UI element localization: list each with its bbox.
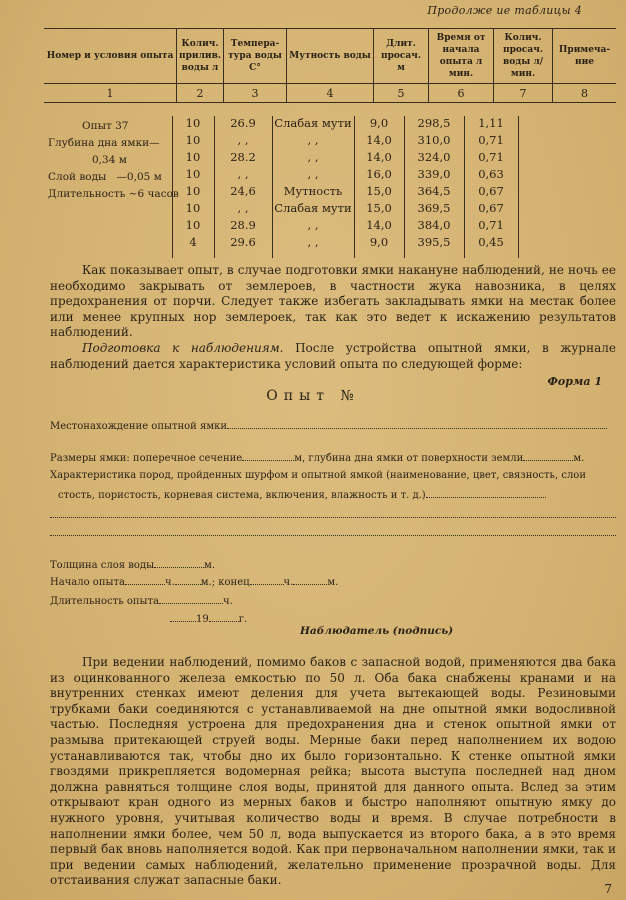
cell-temp: , , <box>237 133 249 147</box>
blank-line <box>50 534 616 536</box>
col-number: 4 <box>287 84 374 103</box>
table-continued-caption: Продолже ие таблицы 4 <box>427 4 582 17</box>
col-number: 8 <box>553 84 617 103</box>
cell-turbidity: Слабая мути <box>274 116 352 130</box>
cell-time: 298,5 <box>417 116 451 130</box>
field-label: Толщина слоя воды <box>50 560 155 571</box>
condition-label: Длительность ~6 часов <box>48 188 179 200</box>
header-turbidity: Мутность воды <box>287 29 374 84</box>
table-row <box>44 150 616 166</box>
page-number: 7 <box>604 882 612 896</box>
cell-water: 10 <box>185 150 201 164</box>
col-number: 7 <box>494 84 553 103</box>
cell-rate: 0,45 <box>478 235 504 249</box>
field-characteristics-cont <box>58 488 546 501</box>
header-experiment: Номер и условия опыта <box>44 29 177 84</box>
paragraph-text: После устройства опытной ямки, в журнале наблюдений дается характеристика условий опыта по следующей форме: <box>50 340 616 371</box>
cell-rate: 0,67 <box>478 201 504 215</box>
section-title: Подготовка к наблюдениям. <box>82 340 284 355</box>
field-label: Начало опыта <box>50 577 125 588</box>
table-row <box>44 218 616 234</box>
cell-water: 10 <box>185 184 201 198</box>
cell-time: 324,0 <box>417 150 451 164</box>
cell-water: 10 <box>185 116 201 130</box>
cell-time: 395,5 <box>417 235 451 249</box>
cell-turbidity: , , <box>307 167 319 181</box>
cell-duration: 14,0 <box>366 218 392 232</box>
field-label: Длительность опыта <box>50 596 159 607</box>
header-water-temp: Темпера-тура воды C° <box>224 29 287 84</box>
field-duration <box>50 594 233 607</box>
cell-duration: 15,0 <box>366 201 392 215</box>
cell-rate: 0,71 <box>478 150 504 164</box>
column-number-row <box>44 84 616 103</box>
cell-time: 369,5 <box>417 201 451 215</box>
cell-rate: 0,63 <box>478 167 504 181</box>
cell-turbidity: Слабая мути <box>274 201 352 215</box>
paragraph-preparation <box>50 341 616 372</box>
field-label: Местонахождение опытной ямки <box>50 421 228 432</box>
blank-line <box>50 516 616 518</box>
field-layer <box>50 558 215 571</box>
field-start <box>50 575 338 588</box>
cell-temp: 26.9 <box>230 116 256 130</box>
cell-time: 364,5 <box>417 184 451 198</box>
cell-turbidity: , , <box>307 133 319 147</box>
table-row <box>44 116 616 132</box>
cell-temp: 28.2 <box>230 150 256 164</box>
cell-duration: 9,0 <box>369 235 389 249</box>
cell-time: 310,0 <box>417 133 451 147</box>
cell-water: 10 <box>185 201 201 215</box>
field-characteristics: Характеристика пород, пройденных шурфом и опытной ямкой (наименование, цвет, связность, слои <box>50 470 586 481</box>
cell-water: 4 <box>189 235 197 249</box>
col-number: 6 <box>429 84 494 103</box>
paragraph-text: Как показывает опыт, в случае подготовки ямки накануне наблюдений, не ночь ее необходимо закрывать от землероев, в частности жука навозника, в целях предохранения от порчи. Следует также избегать закладывать ямки на местак более или менее крупных нор землероек, так как это ведет к искажению результатов наблюдений. <box>50 263 616 340</box>
cell-turbidity: , , <box>307 218 319 232</box>
cell-duration: 15,0 <box>366 184 392 198</box>
table-row <box>44 201 616 217</box>
field-label: ч. <box>283 577 294 588</box>
field-label: м. <box>573 453 585 464</box>
cell-temp: 24,6 <box>230 184 256 198</box>
col-number: 2 <box>177 84 224 103</box>
cell-water: 10 <box>185 218 201 232</box>
col-number: 1 <box>44 84 177 103</box>
paragraph-intro <box>50 263 616 372</box>
table-header-row <box>44 29 616 84</box>
form-title: Опыт № <box>266 388 360 404</box>
cell-time: 339,0 <box>417 167 451 181</box>
cell-time: 384,0 <box>417 218 451 232</box>
observer-signature-label: Наблюдатель (подпись) <box>300 625 454 637</box>
header-water-amount: Колич. прилив. воды л <box>177 29 224 84</box>
field-location <box>50 419 607 432</box>
condition-label: Опыт 37 <box>82 120 129 132</box>
condition-label: Глубина дна ямки— <box>48 137 160 149</box>
cell-rate: 0,67 <box>478 184 504 198</box>
cell-rate: 1,11 <box>478 116 504 130</box>
field-label: ч. <box>222 596 233 607</box>
table-row <box>44 133 616 149</box>
field-label: м, глубина дна ямки от поверхности земли <box>294 453 524 464</box>
field-label: м. <box>327 577 339 588</box>
col-number: 5 <box>374 84 429 103</box>
header-notes: Примеча-ние <box>553 29 617 84</box>
cell-duration: 9,0 <box>369 116 389 130</box>
field-label: стость, пористость, корневая система, включения, влажность и т. д.) <box>58 490 426 501</box>
table-row <box>44 167 616 183</box>
cell-rate: 0,71 <box>478 218 504 232</box>
field-label: м. <box>204 560 216 571</box>
col-number: 3 <box>224 84 287 103</box>
cell-water: 10 <box>185 167 201 181</box>
table-row <box>44 184 616 200</box>
paragraph-procedure <box>50 655 616 889</box>
cell-turbidity: Мутность <box>283 184 343 198</box>
header-duration: Длит. просач. м <box>374 29 429 84</box>
paragraph-text: При ведении наблюдений, помимо баков с запасной водой, применяются два бака из оцинкованного железа емкостью по 50 л. Оба бака снабжены кранами и на внутренних стенках имеют деления для учета вытекающей воды. Резиновыми трубками баки соединяются с устанавливаемой на дне опытной ямки водосливной частью. Последняя устроена для предохранения дна и стенок опытной ямки от размыва притекающей струей воды. Мерные баки перед наполнением их водою устанавливаются так, чтобы дно их было горизонтально. К стенке опытной ямки гвоздями прикрепляется водомерная рейка; высота выступа последней над дном должна равняться толщине слоя воды, принятой для данного опыта. Вслед за этим открывают кран одного из мерных баков и быстро наполняют опытную ямку до нужного уровня, учитывая количество воды и время. В случае потребности в наполнении ямки более, чем 50 л, вода выпускается из второго бака, а в это время первый бак вновь наполняется водой. Как при первоначальном наполнении ямки, так и при ведении самых наблюдений, желательно применение прозрачной воды. Для отстаивания служат запасные баки. <box>50 655 616 888</box>
field-label: Размеры ямки: поперечное сечение <box>50 453 243 464</box>
field-label: г. <box>238 614 248 625</box>
cell-water: 10 <box>185 133 201 147</box>
cell-temp: 28.9 <box>230 218 256 232</box>
form-label: Форма 1 <box>547 375 602 388</box>
header-time: Время от начала опыта л мин. <box>429 29 494 84</box>
field-size <box>50 451 584 464</box>
cell-temp: 29.6 <box>230 235 256 249</box>
cell-duration: 14,0 <box>366 133 392 147</box>
header-rate: Колич. просач. воды л/мин. <box>494 29 553 84</box>
field-label: м.; конец <box>200 577 250 588</box>
condition-label: Слой воды —0,05 м <box>48 171 162 183</box>
condition-label: 0,34 м <box>92 154 127 166</box>
cell-duration: 16,0 <box>366 167 392 181</box>
cell-turbidity: , , <box>307 235 319 249</box>
field-label: 19 <box>196 614 209 625</box>
field-date <box>170 612 247 625</box>
cell-temp: , , <box>237 167 249 181</box>
cell-duration: 14,0 <box>366 150 392 164</box>
cell-turbidity: , , <box>307 150 319 164</box>
table-row <box>44 235 616 251</box>
field-label: ч. <box>164 577 175 588</box>
cell-temp: , , <box>237 201 249 215</box>
cell-rate: 0,71 <box>478 133 504 147</box>
observation-table <box>44 28 616 103</box>
